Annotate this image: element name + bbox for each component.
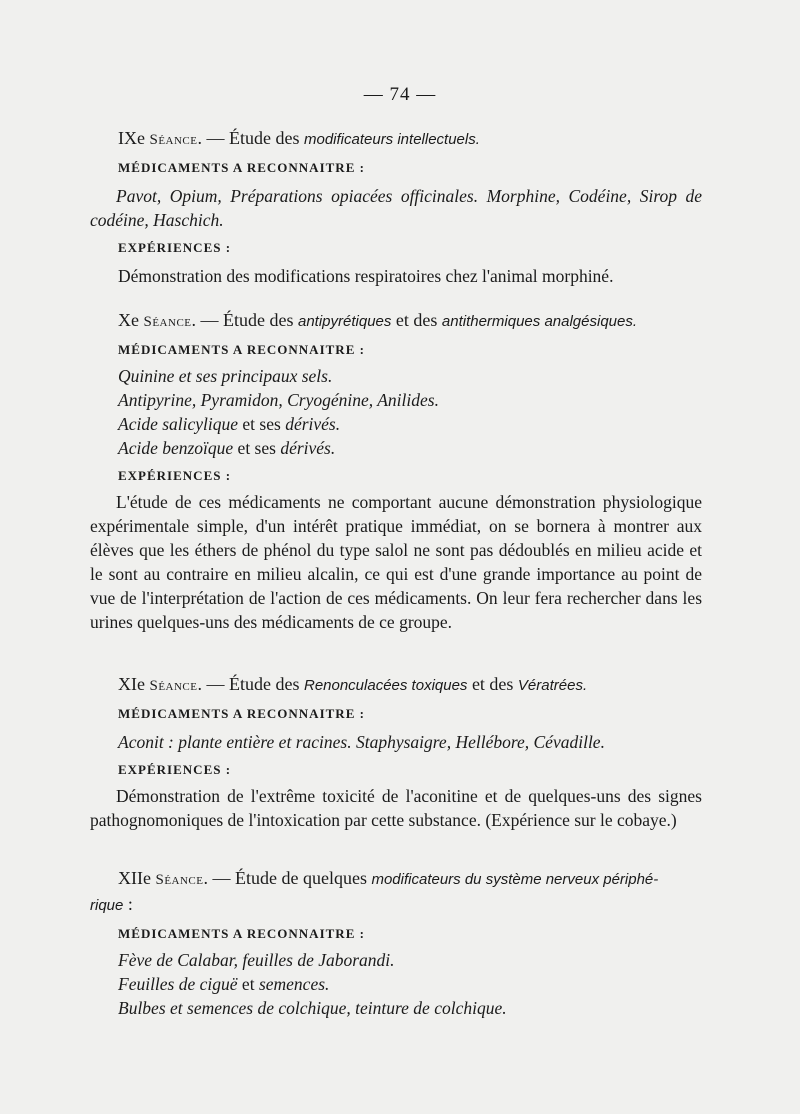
seance-12-title-topic-1: modificateurs du système nerveux périphé- xyxy=(371,871,659,888)
seance-10-experiment: L'étude de ces médicaments ne comportant aucune démonstration physiologique expérimentale simple, d'un intérêt pratique immédiat, on se bornera à montrer aux élèves que les éthers de phénol du type salol ne sont pas dédoublés en milieu acide et le sont au contraire en milieu alcalin, ce qui est d'une grande importance au point de vue de l'interprétation de l'action de ces médicaments. On leur fera rechercher dans les urines quelques-uns des médicaments de ce groupe. xyxy=(90,492,702,632)
seance-12-med-3-teinture: teinture de colchique. xyxy=(355,998,507,1018)
seance-11-heading xyxy=(90,672,702,698)
seance-9-exp-label: EXPÉRIENCES : xyxy=(118,240,232,255)
seance-11-seance-word: Séance xyxy=(149,678,198,694)
seance-11 xyxy=(90,672,702,832)
seance-10-med-2: Antipyrine, Pyramidon, Cryogénine, Anilides. xyxy=(118,390,439,410)
seance-9-title-topic: modificateurs intellectuels. xyxy=(303,131,480,148)
seance-12-med-1: Fève de Calabar, feuilles de Jaborandi. xyxy=(118,950,395,970)
seance-11-experiment: Démonstration de l'extrême toxicité de l'aconitine et de quelques-uns des signes pathognomoniques de l'intoxication par cette substance. (Expérience sur le cobaye.) xyxy=(90,786,702,830)
seance-9 xyxy=(90,126,702,288)
seance-12-seance-word: Séance xyxy=(155,872,204,888)
seance-10-med-4-name: Acide benzoïque xyxy=(118,438,234,458)
seance-10-med-3-derives: dérivés. xyxy=(285,414,341,434)
seance-12-number: XIIe xyxy=(118,868,151,888)
seance-10-med-4-derives: dérivés. xyxy=(280,438,336,458)
seance-10-title-topic-1: antipyrétiques xyxy=(298,313,392,330)
seance-11-title-topic-2: Vératrées. xyxy=(517,677,588,694)
seance-10-med-3-name: Acide salicylique xyxy=(118,414,239,434)
seance-12 xyxy=(90,866,702,1020)
seance-10-med-1: Quinine et ses principaux sels. xyxy=(118,366,333,386)
seance-10-exp-label: EXPÉRIENCES : xyxy=(118,468,232,483)
seance-12-title-end: : xyxy=(123,894,133,914)
seance-10-number: Xe xyxy=(118,310,139,330)
seance-9-experiment: Démonstration des modifications respiratoires chez l'animal morphiné. xyxy=(118,266,614,286)
seance-9-title-prefix: . — Étude des xyxy=(197,128,300,148)
seance-10-title-prefix: . — Étude des xyxy=(191,310,294,330)
seance-11-number: XIe xyxy=(118,674,145,694)
seance-11-med-label: MÉDICAMENTS A RECONNAITRE : xyxy=(118,706,365,721)
seance-10 xyxy=(90,308,702,634)
seance-12-med-2 xyxy=(90,972,702,996)
seance-11-title-topic-1: Renonculacées toxiques xyxy=(303,677,468,694)
seance-12-med-2-semences: semences. xyxy=(258,974,330,994)
seance-9-number: IXe xyxy=(118,128,145,148)
seance-11-title-mid: et des xyxy=(471,674,514,694)
seance-10-heading xyxy=(90,308,702,334)
seance-10-seance-word: Séance xyxy=(143,314,192,330)
seance-11-title-prefix: . — Étude des xyxy=(197,674,300,694)
seance-10-title-topic-2: antithermiques analgésiques. xyxy=(441,313,638,330)
seance-9-seance-word: Séance xyxy=(149,132,198,148)
seance-9-med-label: MÉDICAMENTS A RECONNAITRE : xyxy=(118,160,365,175)
page-number: — 74 — xyxy=(363,84,437,105)
seance-10-med-3 xyxy=(90,412,702,436)
seance-12-title-topic-2: rique xyxy=(90,897,124,914)
seance-12-med-label: MÉDICAMENTS A RECONNAITRE : xyxy=(118,926,365,941)
seance-10-title-mid: et des xyxy=(395,310,438,330)
seance-12-med-3-name: Bulbes et semences de colchique, xyxy=(118,998,351,1018)
seance-12-med-2-name: Feuilles de ciguë xyxy=(118,974,238,994)
seance-11-medications: Aconit : plante entière et racines. Staphysaigre, Hellébore, Cévadille. xyxy=(118,732,605,752)
seance-10-med-3-mid: et ses xyxy=(242,414,281,434)
seance-11-exp-label: EXPÉRIENCES : xyxy=(118,762,232,777)
seance-12-title-prefix: . — Étude de quelques xyxy=(203,868,367,888)
seance-12-heading xyxy=(90,866,702,892)
seance-12-med-3 xyxy=(90,996,702,1020)
seance-10-med-label: MÉDICAMENTS A RECONNAITRE : xyxy=(118,342,365,357)
seance-12-heading-cont xyxy=(90,892,702,918)
seance-9-heading xyxy=(90,126,702,152)
seance-10-med-4-mid: et ses xyxy=(237,438,276,458)
seance-10-med-4 xyxy=(90,436,702,460)
seance-12-med-2-mid: et xyxy=(241,974,255,994)
seance-9-medications: Pavot, Opium, Préparations opiacées officinales. Morphine, Codéine, Sirop de codéine, Haschich. xyxy=(90,186,702,230)
